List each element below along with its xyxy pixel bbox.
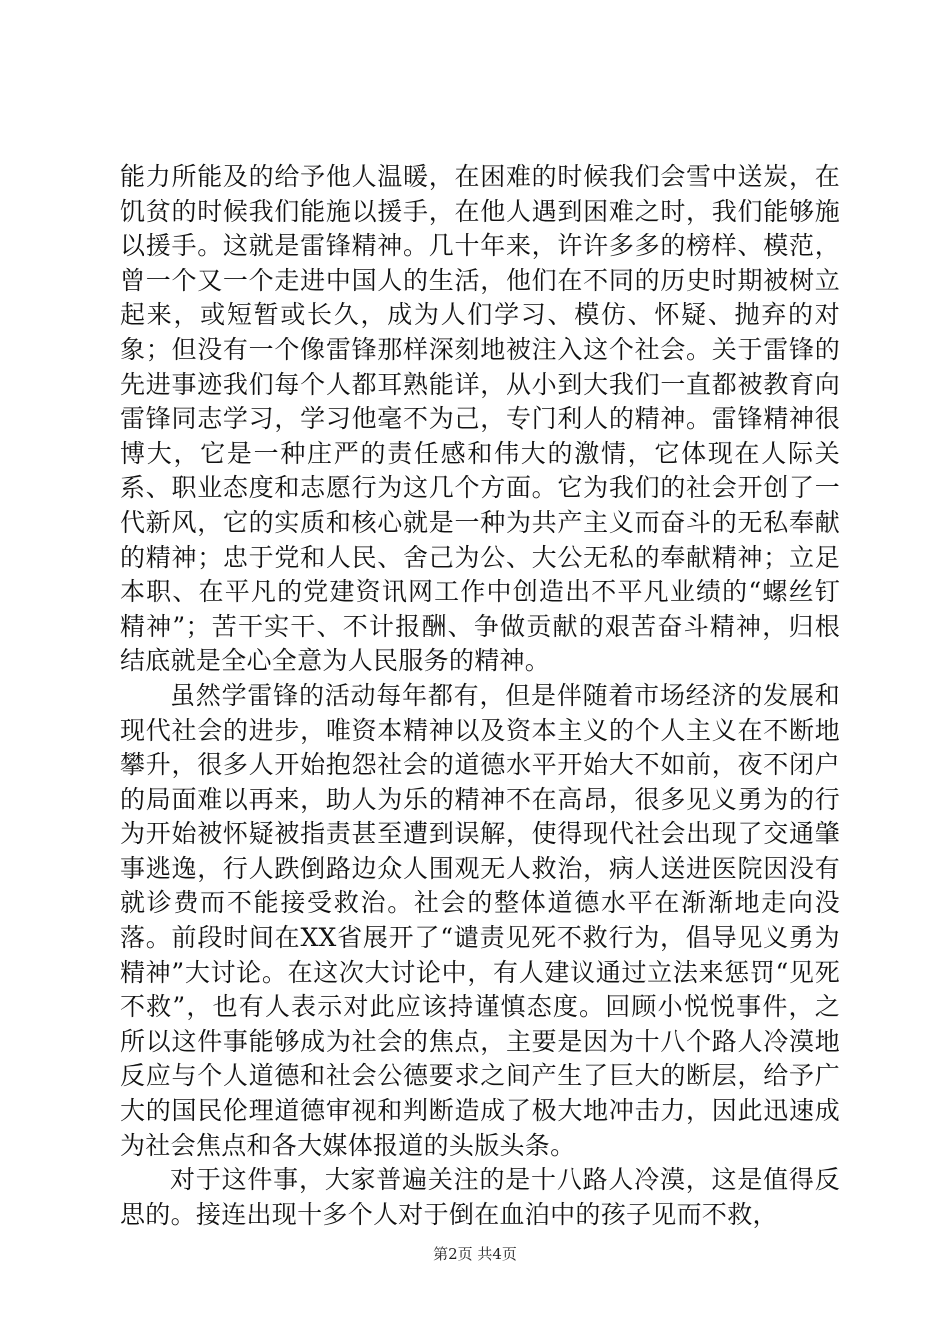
document-body — [120, 160, 840, 1232]
page-number-footer: 第2页 共4页 — [433, 1245, 517, 1263]
paragraph-1: 能力所能及的给予他人温暖，在困难的时候我们会雪中送炭，在饥贫的时候我们能施以援手，在他人遇到困难之时，我们能够施以援手。这就是雷锋精神。几十年来，许许多多的榜样、模范，曾一个又一个走进中国人的生活，他们在不同的历史时期被树立起来，或短暂或长久，成为人们学习、模仿、怀疑、抛弃的对象；但没有一个像雷锋那样深刻地被注入这个社会。关于雷锋的先进事迹我们每个人都耳熟能详，从小到大我们一直都被教育向雷锋同志学习，学习他毫不为己，专门利人的精神。雷锋精神很博大，它是一种庄严的责任感和伟大的激情，它体现在人际关系、职业态度和志愿行为这几个方面。它为我们的社会开创了一代新风，它的实质和核心就是一种为共产主义而奋斗的无私奉献的精神；忠于党和人民、舍己为公、大公无私的奉献精神；立足本职、在平凡的党建资讯网工作中创造出不平凡业绩的“螺丝钉精神”；苦干实干、不计报酬、争做贡献的艰苦奋斗精神，归根结底就是全心全意为人民服务的精神。 — [120, 162, 840, 676]
paragraph-3: 对于这件事，大家普遍关注的是十八路人冷漠，这是值得反思的。接连出现十多个人对于倒在血泊中的孩子见而不救， — [120, 1165, 840, 1229]
paragraph-2: 虽然学雷锋的活动每年都有，但是伴随着市场经济的发展和现代社会的进步，唯资本精神以及资本主义的个人主义在不断地攀升，很多人开始抱怨社会的道德水平开始大不如前，夜不闭户的局面难以再来，助人为乐的精神不在高昂，很多见义勇为的行为开始被怀疑被指责甚至遭到误解，使得现代社会出现了交通肇事逃逸，行人跌倒路边众人围观无人救治，病人送进医院因没有就诊费而不能接受救治。社会的整体道德水平在渐渐地走向没落。前段时间在XX省展开了“谴责见死不救行为，倡导见义勇为精神”大讨论。在这次大讨论中，有人建议通过立法来惩罚“见死不救”，也有人表示对此应该持谨慎态度。回顾小悦悦事件，之所以这件事能够成为社会的焦点，主要是因为十八个路人冷漠地反应与个人道德和社会公德要求之间产生了巨大的断层，给予广大的国民伦理道德审视和判断造成了极大地冲击力，因此迅速成为社会焦点和各大媒体报道的头版头条。 — [120, 680, 840, 1160]
